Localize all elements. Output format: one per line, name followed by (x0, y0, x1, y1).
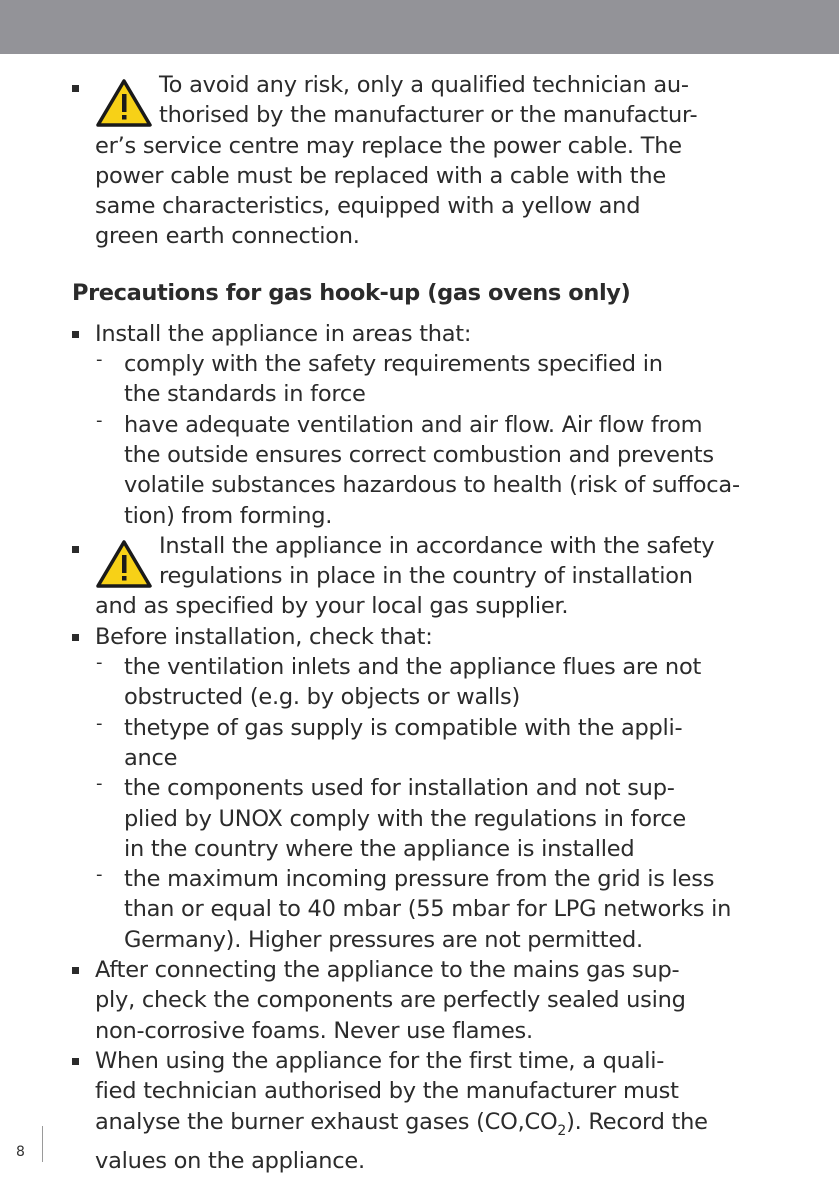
text-line: the outside ensures correct combustion and prevents (124, 441, 714, 468)
list-item-first-use (72, 1046, 772, 1176)
warning-triangle-icon (95, 539, 153, 589)
text-line: power cable must be replaced with a cable with the (95, 162, 666, 189)
text-line: After connecting the appliance to the mains gas sup- (95, 957, 680, 984)
text-segment: ). Record the (566, 1108, 708, 1135)
text-line: Germany). Higher pressures are not permitted. (124, 926, 643, 953)
page-content (72, 70, 772, 1176)
text-line: ply, check the components are perfectly sealed using (95, 987, 686, 1014)
text-line: the components used for installation and not sup- (124, 775, 675, 802)
text-line: in the country where the appliance is installed (124, 835, 635, 862)
text-line: er’s service centre may replace the power cable. The (95, 132, 682, 159)
dash-marker: - (96, 712, 103, 734)
text-line (72, 1107, 772, 1146)
text-line: thetype of gas supply is compatible with the appli- (124, 714, 683, 741)
text-line: than or equal to 40 mbar (55 mbar for LPG networks in (124, 896, 732, 923)
text-segment: analyse the burner exhaust gases (CO,CO (95, 1108, 558, 1135)
text-line: green earth connection. (95, 223, 360, 250)
list-item-before-installation (72, 622, 772, 652)
section-heading: Precautions for gas hook-up (gas ovens only) (72, 279, 631, 306)
text-line: fied technician authorised by the manufacturer must (95, 1078, 679, 1105)
text-line: have adequate ventilation and air flow. Air flow from (124, 411, 703, 438)
text-line: tion) from forming. (124, 502, 333, 529)
page-number: 8 (16, 1144, 25, 1160)
text-line: obstructed (e.g. by objects or walls) (124, 684, 521, 711)
sub-item (72, 773, 772, 864)
text-line: the maximum incoming pressure from the grid is less (124, 866, 715, 893)
text-line: comply with the safety requirements specified in (124, 351, 663, 378)
text-line: plied by UNOX comply with the regulations in force (124, 805, 686, 832)
header-bar (0, 0, 839, 54)
text-line: Install the appliance in accordance with the safety (159, 532, 715, 559)
bullet (72, 546, 79, 553)
text-line: volatile substances hazardous to health (risk of suffoca- (124, 472, 740, 499)
text-line: thorised by the manufacturer or the manufactur- (159, 102, 698, 129)
text-line: the standards in force (124, 381, 366, 408)
dash-marker: - (96, 409, 103, 431)
text-line: and as specified by your local gas supplier. (95, 593, 569, 620)
dash-marker: - (96, 349, 103, 371)
sub-item (72, 864, 772, 955)
dash-marker: - (96, 652, 103, 674)
bullet (72, 967, 79, 974)
list-item-install-areas (72, 319, 772, 349)
page-number-divider (42, 1126, 43, 1162)
text-line: ance (124, 744, 178, 771)
text-line: To avoid any risk, only a qualified technician au- (159, 72, 689, 98)
text-line: same characteristics, equipped with a yellow and (95, 193, 641, 220)
sub-item (72, 349, 772, 410)
text-line: Install the appliance in areas that: (95, 320, 472, 347)
subscript: 2 (557, 1122, 567, 1139)
warning-item-safety-regulations (72, 531, 772, 622)
text-line: When using the appliance for the first time, a quali- (95, 1047, 665, 1074)
text-line: Before installation, check that: (95, 623, 433, 650)
text-line: non-corrosive foams. Never use flames. (95, 1017, 533, 1044)
bullet (72, 1058, 79, 1065)
sub-item (72, 652, 772, 713)
warning-item-power-cable (72, 70, 772, 252)
sub-item (72, 713, 772, 774)
bullet (72, 85, 79, 92)
bullet (72, 331, 79, 338)
sub-item (72, 410, 772, 531)
warning-triangle-icon (95, 78, 153, 128)
dash-marker: - (96, 773, 103, 795)
text-line: regulations in place in the country of installation (159, 563, 693, 590)
list-item-after-connecting (72, 955, 772, 1046)
text-line: values on the appliance. (95, 1147, 365, 1174)
bullet (72, 634, 79, 641)
text-line: the ventilation inlets and the appliance flues are not (124, 654, 702, 681)
dash-marker: - (96, 864, 103, 886)
